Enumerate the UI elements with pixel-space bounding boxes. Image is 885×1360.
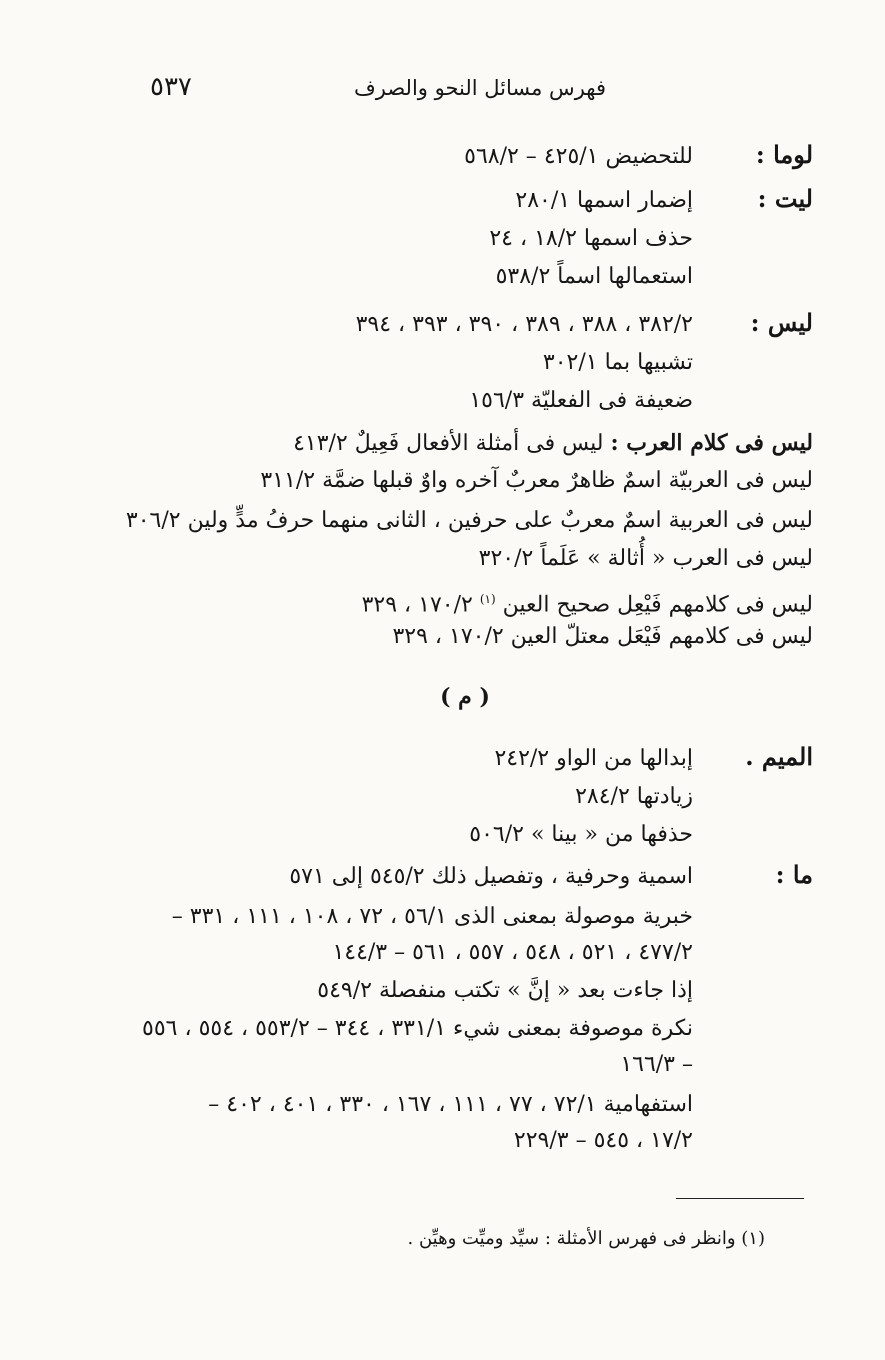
mim-line-1: إبدالها من الواو ٢٤٢/٢: [494, 746, 693, 771]
mim-line-2: زيادتها ٢٨٤/٢: [575, 784, 693, 809]
laysa-line-2: تشبيها بما ٣٠٢/١: [542, 350, 693, 375]
mim-line-3: حذفها من « بينا » ٥٠٦/٢: [469, 822, 693, 847]
ma-line-7: استفهامية ٧٢/١ ، ٧٧ ، ١١١ ، ١٦٧ ، ٣٣٠ ، ٤٠١ ، ٤٠٢ –: [208, 1092, 693, 1117]
layta-line-3: استعمالها اسماً ٥٣٨/٢: [495, 264, 693, 289]
footnote-divider: [676, 1198, 804, 1199]
ma-line-4: إذا جاءت بعد « إنَّ » تكتب منفصلة ٥٤٩/٢: [317, 978, 693, 1003]
laysa-kalam-text-1: ليس فى أمثلة الأفعال فَعِيلٌ ٤١٣/٢: [293, 431, 604, 456]
laysa-line-3: ضعيفة فى الفعليّة ١٥٦/٣: [469, 388, 693, 413]
laysa-kalam-line-3: ليس فى العربية اسمٌ معربٌ على حرفين ، الثانى منهما حرفُ مدٍّ ولين ٣٠٦/٢: [125, 508, 813, 533]
laysa-line-1: ٣٨٢/٢ ، ٣٨٨ ، ٣٨٩ ، ٣٩٠ ، ٣٩٣ ، ٣٩٤: [355, 312, 693, 337]
laysa-kalam-line-5: [362, 584, 813, 620]
ma-line-2: خبرية موصولة بمعنى الذى ٥٦/١ ، ٧٢ ، ١٠٨ ، ١١١ ، ٣٣١ –: [171, 904, 693, 929]
footnote-marker: (١): [479, 592, 496, 606]
lawma-line-1: للتحضيض ٤٢٥/١ – ٥٦٨/٢: [464, 144, 693, 169]
footnote-text: (١) وانظر فى فهرس الأمثلة : سيِّد وميِّت وهيِّن .: [407, 1228, 765, 1249]
layta-line-2: حذف اسمها ١٨/٢ ، ٢٤: [489, 226, 693, 251]
page-header-title: فهرس مسائل النحو والصرف: [353, 76, 606, 100]
term-ma: ما :: [775, 860, 813, 889]
laysa-kalam-refs-5: ١٧٠/٢ ، ٣٢٩: [361, 592, 473, 618]
page-number: ٥٣٧: [150, 72, 192, 102]
laysa-kalam-line-2: ليس فى العربيّة اسمٌ ظاهرٌ معربٌ آخره واوٌ قبلها ضمَّة ٣١١/٢: [260, 468, 813, 493]
section-heading-mim: ( م ): [440, 684, 490, 710]
term-laysa: ليس :: [750, 308, 813, 337]
term-layta: ليت :: [757, 184, 813, 213]
laysa-kalam-line-4: ليس فى العرب « أُثالة » عَلَماً ٣٢٠/٢: [478, 546, 813, 571]
laysa-kalam-line-6: ليس فى كلامهم فَيْعَل معتلّ العين ١٧٠/٢ ، ٣٢٩: [392, 624, 813, 649]
term-laysa-kalam: ليس فى كلام العرب :: [610, 430, 813, 456]
ma-line-6: – ١٦٦/٣: [620, 1052, 693, 1077]
term-lawma: لوما :: [755, 140, 813, 169]
term-mim: الميم .: [745, 742, 813, 771]
ma-line-8: ١٧/٢ ، ٥٤٥ – ٢٢٩/٣: [513, 1128, 693, 1153]
laysa-kalam-line-1: [293, 428, 813, 459]
layta-line-1: إضمار اسمها ٢٨٠/١: [515, 188, 693, 213]
laysa-kalam-text-5: ليس فى كلامهم فَيْعِل صحيح العين: [502, 592, 813, 618]
ma-line-5: نكرة موصوفة بمعنى شيء ٣٣١/١ ، ٣٤٤ – ٥٥٣/٢ ، ٥٥٤ ، ٥٥٦: [142, 1016, 693, 1041]
ma-line-3: ٤٧٧/٢ ، ٥٢١ ، ٥٤٨ ، ٥٥٧ ، ٥٦١ – ١٤٤/٣: [332, 940, 693, 965]
ma-line-1: اسمية وحرفية ، وتفصيل ذلك ٥٤٥/٢ إلى ٥٧١: [289, 864, 693, 889]
